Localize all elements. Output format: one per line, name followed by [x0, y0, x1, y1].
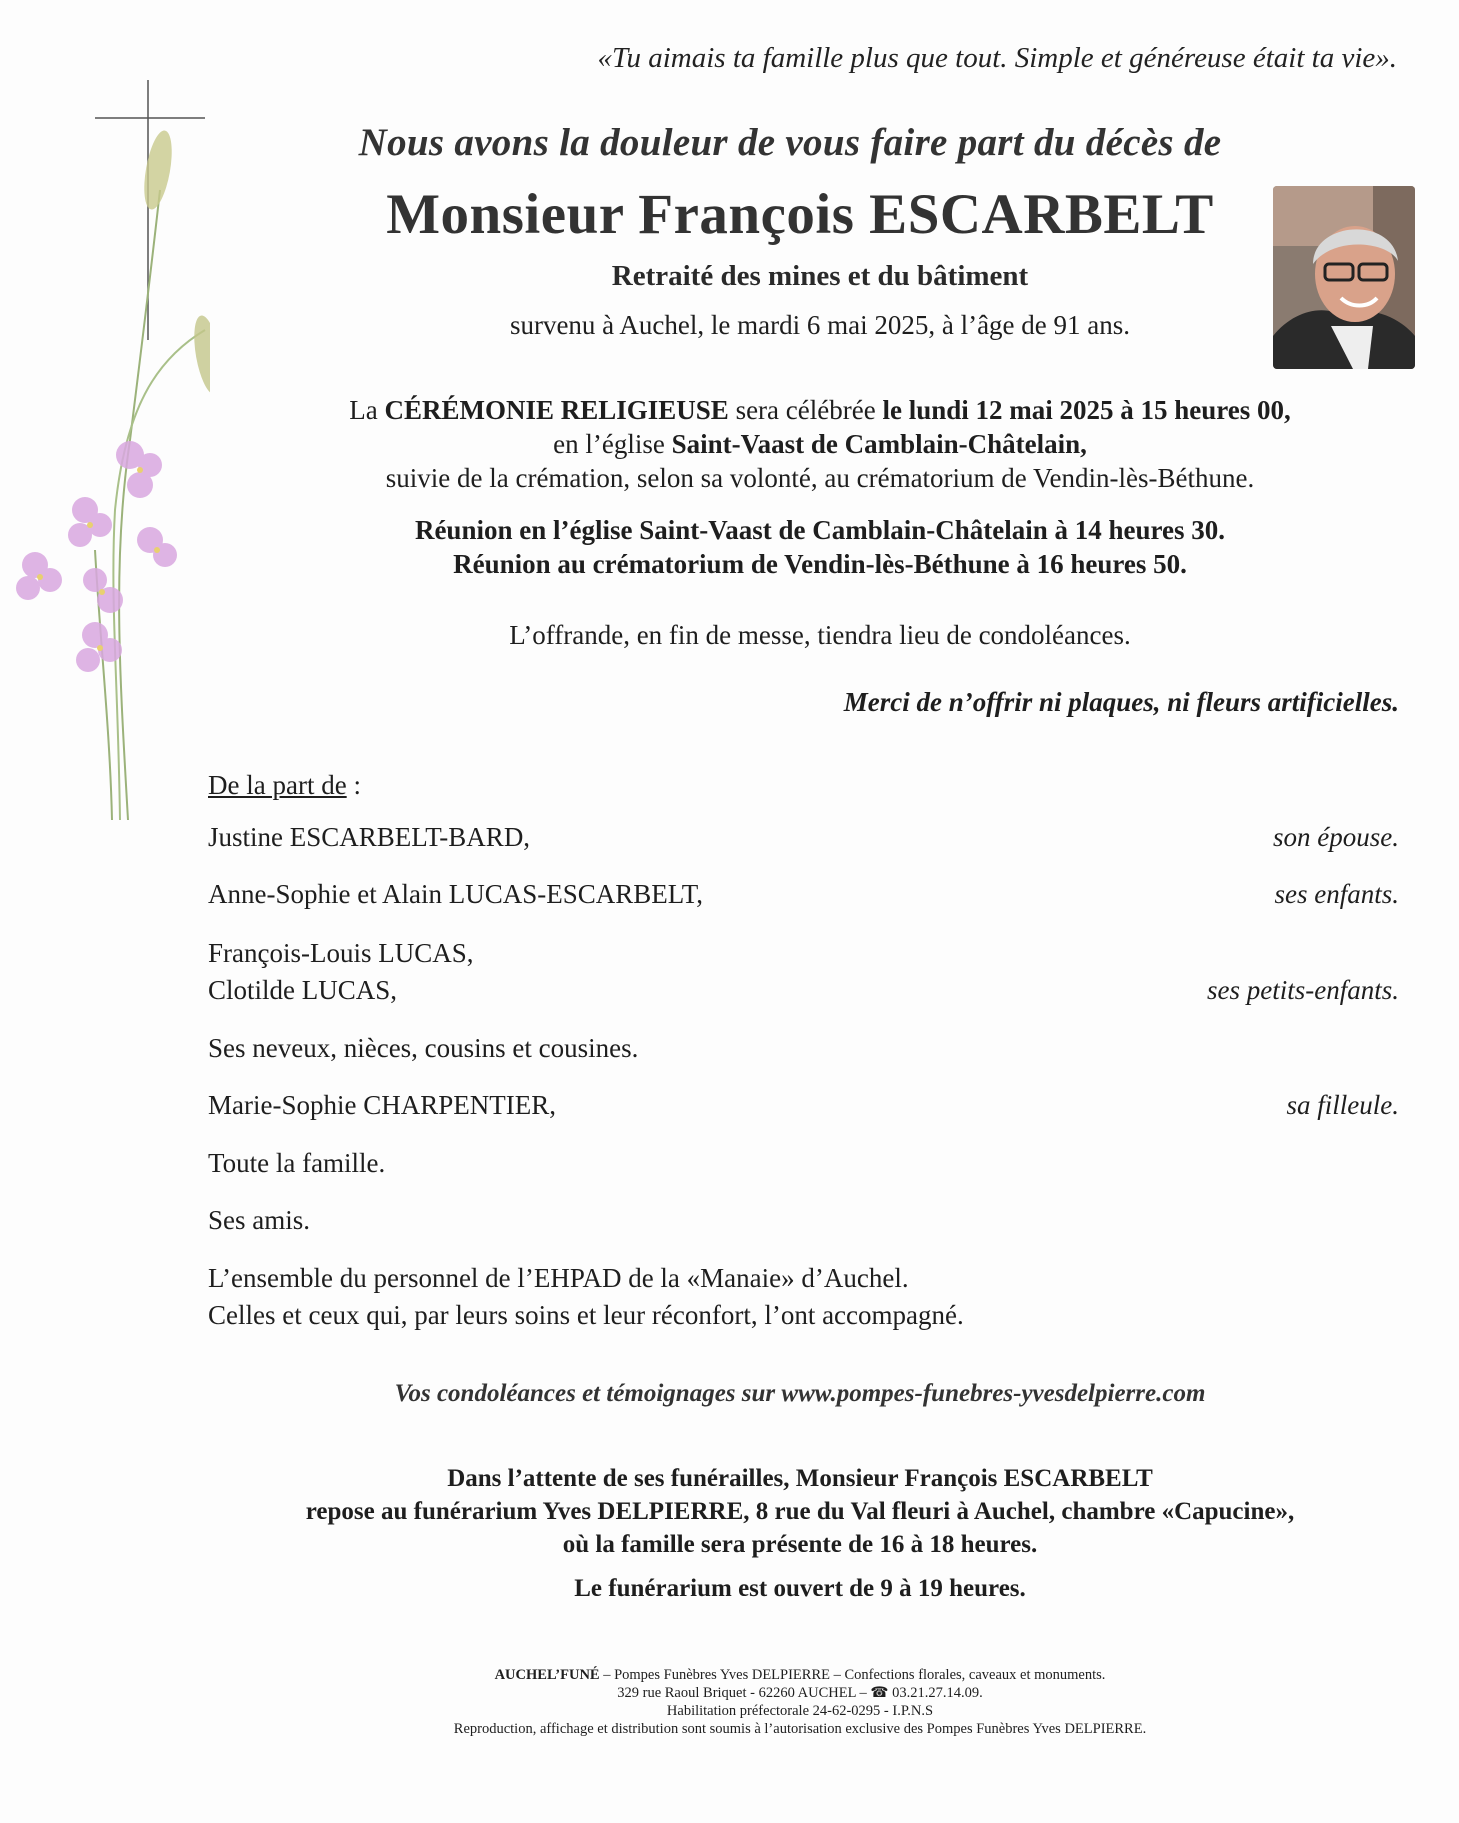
footer-brand: AUCHEL’FUNÉ: [494, 1667, 600, 1683]
death-details: survenu à Auchel, le mardi 6 mai 2025, à l’âge de 91 ans.: [509, 310, 1131, 340]
footer-line-3: Habilitation préfectorale 24-62-0295 - I.P.N.S: [666, 1703, 934, 1719]
portrait-photo: [1273, 186, 1415, 369]
family-row: François-Louis LUCAS,: [208, 938, 474, 968]
opening-hours: Le funérarium est ouvert de 9 à 19 heures.: [574, 1575, 1026, 1602]
reunion-crematorium: Réunion au crématorium de Vendin-lès-Béthune à 16 heures 50.: [453, 549, 1187, 579]
family-row: Ses amis.: [208, 1205, 311, 1235]
family-row: Toute la famille.: [208, 1148, 386, 1178]
ceremony-line-1: La CÉRÉMONIE RELIGIEUSE sera célébrée le lundi 12 mai 2025 à 15 heures 00,: [349, 395, 1291, 425]
footer-line-1: AUCHEL’FUNÉ – Pompes Funèbres Yves DELPIERRE – Confections florales, caveaux et monuments.: [494, 1667, 1106, 1683]
waiting-line-2: repose au funérarium Yves DELPIERRE, 8 rue du Val fleuri à Auchel, chambre «Capucine»,: [305, 1498, 1295, 1525]
waiting-line-3: où la famille sera présente de 16 à 18 heures.: [562, 1531, 1038, 1558]
ceremony-line-2: en l’église Saint-Vaast de Camblain-Châtelain,: [553, 429, 1087, 459]
epigraph-quote: «Tu aimais ta famille plus que tout. Simple et généreuse était ta vie».: [597, 42, 1397, 74]
announcement-intro: Nous avons la douleur de vous faire part du décès de: [358, 121, 1222, 164]
offering-note: L’offrande, en fin de messe, tiendra lieu de condoléances.: [509, 620, 1131, 650]
deceased-profession: Retraité des mines et du bâtiment: [611, 260, 1029, 292]
footer-line-4: Reproduction, affichage et distribution sont soumis à l’autorisation exclusive des Pompes Funèbres Yves DELPIERRE.: [453, 1721, 1147, 1737]
ceremony-line-3: suivie de la crémation, selon sa volonté, au crématorium de Vendin-lès-Béthune.: [385, 463, 1255, 493]
deceased-name: Monsieur François ESCARBELT: [386, 183, 1214, 246]
condolences-website: Vos condoléances et témoignages sur www.pompes-funebres-yvesdelpierre.com: [394, 1380, 1206, 1407]
from-heading: De la part de :: [208, 770, 361, 800]
family-row: Anne-Sophie et Alain LUCAS-ESCARBELT, ses enfants.: [208, 879, 1399, 909]
reunion-church: Réunion en l’église Saint-Vaast de Camblain-Châtelain à 14 heures 30.: [414, 515, 1226, 545]
funeral-home-details: [150, 1462, 1450, 1561]
family-row: L’ensemble du personnel de l’EHPAD de la «Manaie» d’Auchel.: [208, 1263, 909, 1293]
family-row: Marie-Sophie CHARPENTIER, sa filleule.: [208, 1090, 1399, 1120]
family-row: Clotilde LUCAS, ses petits-enfants.: [208, 975, 1399, 1005]
family-row: Justine ESCARBELT-BARD, son épouse.: [208, 822, 1399, 852]
ceremony-details: [200, 393, 1440, 495]
family-row: Celles et ceux qui, par leurs soins et leur réconfort, l’ont accompagné.: [208, 1300, 964, 1330]
flowers-note: Merci de n’offrir ni plaques, ni fleurs artificielles.: [843, 687, 1399, 717]
waiting-line-1: Dans l’attente de ses funérailles, Monsieur François ESCARBELT: [447, 1465, 1153, 1492]
floral-decoration-icon: [0, 80, 210, 840]
footer: [200, 1666, 1400, 1738]
family-row: Ses neveux, nièces, cousins et cousines.: [208, 1033, 639, 1063]
reunion-details: [200, 513, 1440, 581]
footer-line-2: 329 rue Raoul Briquet - 62260 AUCHEL – ☎ 03.21.27.14.09.: [617, 1685, 983, 1701]
